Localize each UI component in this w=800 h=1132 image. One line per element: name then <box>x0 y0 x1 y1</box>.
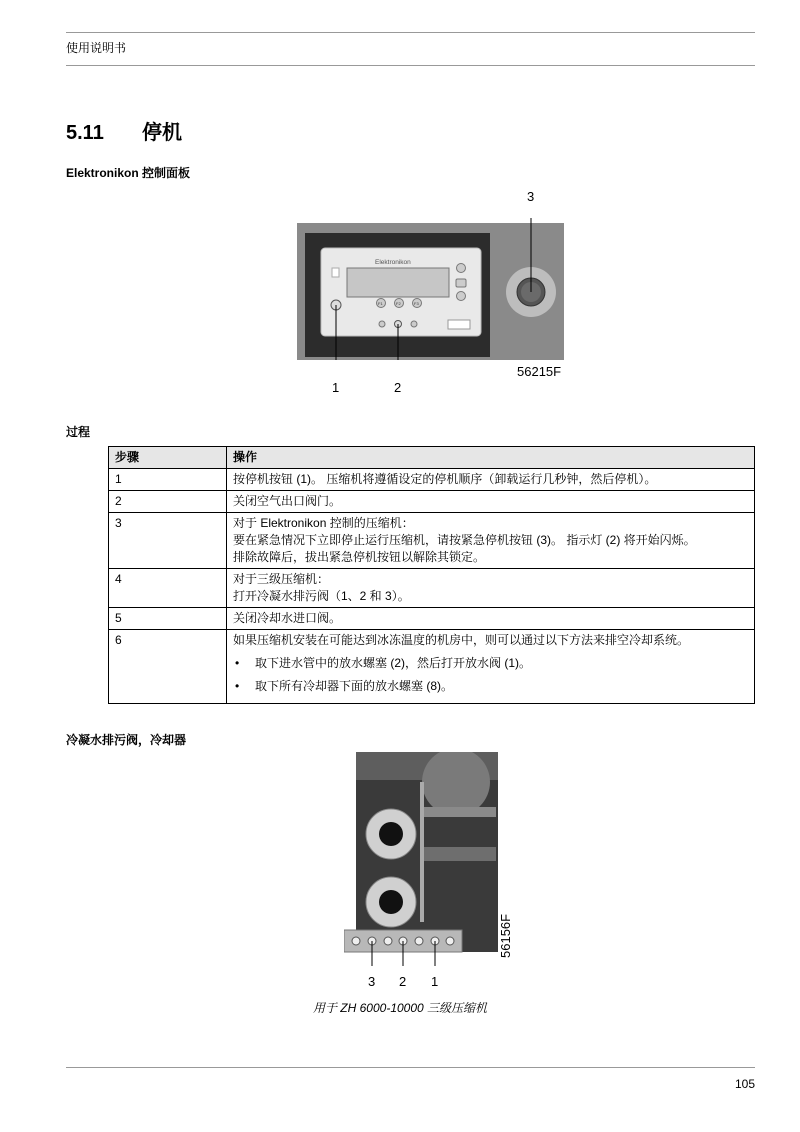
manifold-valve <box>415 937 423 945</box>
bullet-item: • 取下所有冷却器下面的放水螺塞 (8)。 <box>233 678 748 695</box>
bullet-item: • 取下进水管中的放水螺塞 (2)，然后打开放水阀 (1)。 <box>233 655 748 672</box>
step-number: 1 <box>109 469 227 491</box>
manifold-valve <box>446 937 454 945</box>
step-action <box>227 469 755 491</box>
drain-callout-1: 1 <box>431 974 439 989</box>
action-line: 按停机按钮 (1)。 压缩机将遵循设定的停机顺序（卸载运行几秒钟，然后停机）。 <box>233 472 657 486</box>
panel-led-left <box>379 321 385 327</box>
upper-flange-bore <box>379 822 403 846</box>
panel-display <box>347 268 449 297</box>
document-header-title: 使用说明书 <box>66 41 127 55</box>
action-line: 如果压缩机安装在可能达到冰冻温度的机房中，则可以通过以下方法来排空冷却系统。 <box>233 633 690 647</box>
callout-2: 2 <box>394 380 402 395</box>
header-rule-top <box>66 32 755 33</box>
step-action <box>227 569 755 608</box>
manifold-valve <box>384 937 392 945</box>
panel-logo-plate <box>448 320 470 329</box>
scroll-up-key <box>457 264 466 273</box>
header-rule-bottom <box>66 65 755 66</box>
lower-flange-bore <box>379 890 403 914</box>
panel-brand-label: Elektronikon <box>375 259 411 266</box>
panel-led-right <box>411 321 417 327</box>
column-header-step: 步骤 <box>109 447 227 469</box>
section-number: 5.11 <box>66 122 104 144</box>
action-line: 打开冷凝水排污阀（1、2 和 3）。 <box>233 589 410 603</box>
table-row <box>109 608 755 630</box>
drain-heading: 冷凝水排污阀，冷却器 <box>66 733 187 747</box>
table-row <box>109 469 755 491</box>
upper-pipe <box>420 807 496 817</box>
table-row <box>109 513 755 569</box>
control-panel-figure <box>290 210 570 360</box>
table-row <box>109 569 755 608</box>
page-number: 105 <box>734 1077 755 1091</box>
action-line: 对于 Elektronikon 控制的压缩机： <box>233 516 414 530</box>
step-action <box>227 630 755 704</box>
step-number: 2 <box>109 491 227 513</box>
vertical-pipe <box>420 782 424 922</box>
footer-rule <box>66 1067 755 1068</box>
panel-figure-code: 56215F <box>517 364 562 379</box>
table-row <box>109 491 755 513</box>
f2-key-label: F2 <box>396 301 401 306</box>
section-title-text: 停机 <box>142 122 182 144</box>
drain-callout-3: 3 <box>368 974 376 989</box>
drain-figure-caption: 用于 ZH 6000-10000 三级压缩机 <box>312 1001 488 1015</box>
manifold-valve <box>352 937 360 945</box>
step-number: 4 <box>109 569 227 608</box>
step-action <box>227 513 755 569</box>
drain-callout-2: 2 <box>399 974 407 989</box>
section-title <box>66 116 182 145</box>
column-header-action: 操作 <box>227 447 755 469</box>
step-number: 6 <box>109 630 227 704</box>
step-action <box>227 491 755 513</box>
procedure-heading: 过程 <box>66 425 91 439</box>
action-line: 要在紧急情况下立即停止运行压缩机，请按紧急停机按钮 (3)。 指示灯 (2) 将开始闪烁。 <box>233 533 696 547</box>
callout-1: 1 <box>332 380 340 395</box>
action-line: 对于三级压缩机： <box>233 572 330 586</box>
step-number: 3 <box>109 513 227 569</box>
drain-valve-figure <box>344 752 500 966</box>
action-line: 关闭空气出口阀门。 <box>233 494 342 508</box>
panel-heading: Elektronikon 控制面板 <box>66 166 191 180</box>
tab-key <box>456 279 466 287</box>
scroll-down-key <box>457 292 466 301</box>
f3-key-label: F3 <box>414 301 419 306</box>
drain-figure-code: 56156F <box>498 913 513 958</box>
action-line: 排除故障后，拔出紧急停机按钮以解除其锁定。 <box>233 550 486 564</box>
start-indicator <box>332 268 339 277</box>
action-line: 关闭冷却水进口阀。 <box>233 611 342 625</box>
callout-3: 3 <box>527 189 535 204</box>
step-number: 5 <box>109 608 227 630</box>
procedure-table <box>108 446 755 704</box>
middle-pipe <box>420 847 496 861</box>
table-row <box>109 630 755 704</box>
table-header-row <box>109 447 755 469</box>
f1-key-label: F1 <box>378 301 383 306</box>
step-action <box>227 608 755 630</box>
